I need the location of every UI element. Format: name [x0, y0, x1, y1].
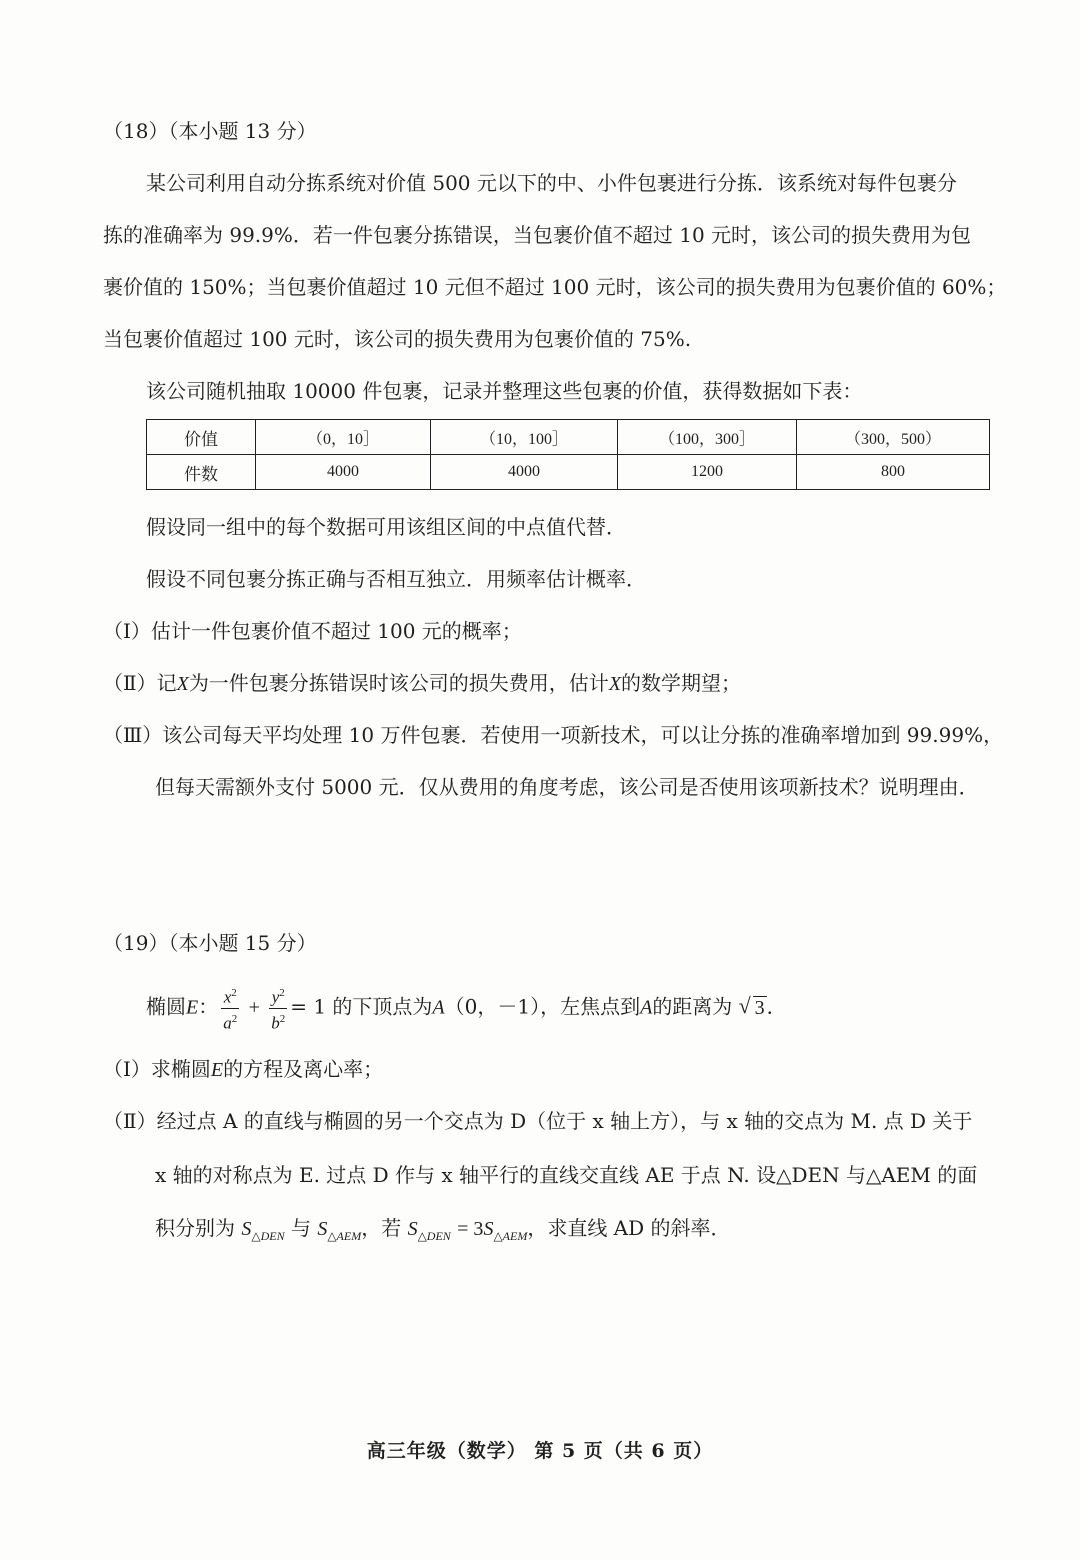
period: ． [766, 994, 787, 1019]
q18-part-3-line-1: （Ⅲ）该公司每天平均处理 10 万件包裹．若使用一项新技术，可以让分拣的准确率增加到 99.99%， [103, 723, 1004, 747]
table-row [147, 420, 990, 455]
q19-intro [146, 983, 787, 1033]
word-and: 与 [290, 1216, 311, 1240]
q18-part-2-c: 的数学期望； [621, 671, 742, 695]
table-row [147, 455, 990, 490]
subscript-den: △DEN [417, 1229, 451, 1243]
q19-part-2-line-3 [155, 1214, 731, 1250]
frac-a: a [223, 1013, 232, 1033]
colon: ： [198, 994, 219, 1019]
q18-part-2-a: （Ⅱ）记 [103, 671, 177, 695]
table-cell: （300，500） [797, 420, 990, 455]
q18-intro-line-4: 当包裹价值超过 100 元时，该公司的损失费用为包裹价值的 75%. [103, 327, 692, 351]
word-if: ，若 [361, 1216, 402, 1240]
q18-part-1: （Ⅰ）估计一件包裹价值不超过 100 元的概率； [103, 619, 522, 643]
q19-part-2-line-1: （Ⅱ）经过点 A 的直线与椭圆的另一个交点为 D（位于 x 轴上方），与 x 轴的交点为 M. 点 D 关于 [103, 1109, 973, 1133]
area-s: S [317, 1218, 328, 1240]
fraction-x2-a2 [221, 983, 239, 1033]
subscript-aem: △AEM [327, 1229, 362, 1243]
q18-assumption-2: 假设不同包裹分拣正确与否相互独立．用频率估计概率． [146, 567, 646, 591]
table-cell: 价值 [147, 420, 256, 455]
sqrt-radicand: 3 [754, 996, 765, 1019]
table-cell: （0，10］ [256, 420, 431, 455]
subscript-aem: △AEM [493, 1229, 528, 1243]
subscript-den: △DEN [251, 1229, 285, 1243]
q19-part-2-l3-a: 积分别为 [155, 1216, 235, 1240]
variable-a: A [640, 996, 653, 1019]
table-cell: （100，300］ [618, 420, 797, 455]
area-s: S [407, 1218, 418, 1240]
equals-3: = 3 [457, 1218, 484, 1240]
q19-part-2-line-2: x 轴的对称点为 E. 过点 D 作与 x 轴平行的直线交直线 AE 于点 N. 设△DEN 与△AEM 的面 [155, 1163, 978, 1187]
q18-intro-line-2: 拣的准确率为 99.9%．若一件包裹分拣错误，当包裹价值不超过 10 元时，该公司的损失费用为包 [103, 223, 972, 247]
frac-b: b [271, 1013, 280, 1033]
q19-dist-text: 的距离为 [652, 994, 733, 1019]
q18-intro-line-3: 裹价值的 150%；当包裹价值超过 10 元但不超过 100 元时，该公司的损失费用为包裹价值的 60%； [103, 275, 1007, 299]
variable-x: X [608, 673, 622, 695]
value-table [146, 419, 990, 490]
q18-intro-line-1: 某公司利用自动分拣系统对价值 500 元以下的中、小件包裹进行分拣．该系统对每件包裹分 [146, 171, 957, 195]
area-s: S [483, 1218, 494, 1240]
q19-part-1-a: （Ⅰ）求椭圆 [103, 1057, 211, 1081]
q19-part-2-l3-end: ，求直线 AD 的斜率． [527, 1216, 731, 1240]
table-cell: （10，100］ [431, 420, 618, 455]
table-cell: 4000 [256, 455, 431, 490]
table-cell: 件数 [147, 455, 256, 490]
q18-part-2 [103, 669, 741, 698]
q19-part-1 [103, 1055, 383, 1084]
exp-2: 2 [279, 1012, 286, 1025]
variable-a: A [432, 996, 445, 1019]
table-cell: 4000 [431, 455, 618, 490]
frac-y: y [271, 987, 280, 1007]
table-cell: 1200 [618, 455, 797, 490]
q19-part-1-b: 的方程及离心率； [223, 1057, 384, 1081]
area-s: S [241, 1218, 252, 1240]
q18-sample-text: 该公司随机抽取 10000 件包裹，记录并整理这些包裹的价值，获得数据如下表： [146, 379, 863, 403]
fraction-y2-b2 [269, 983, 287, 1033]
variable-e: E [186, 996, 199, 1019]
q18-part-2-b: 为一件包裹分拣错误时该公司的损失费用，估计 [188, 671, 609, 695]
table-cell: 800 [797, 455, 990, 490]
q19-point-text: （0，－1），左焦点到 [444, 994, 641, 1019]
page-footer: 高三年级（数学） 第 5 页（共 6 页） [366, 1440, 714, 1462]
exp-2: 2 [231, 1012, 238, 1025]
exp-2: 2 [231, 987, 237, 999]
q19-intro-text: 椭圆 [146, 994, 186, 1019]
q19-eq-text: = 1 的下顶点为 [290, 994, 433, 1019]
variable-x: X [176, 673, 189, 695]
q18-header: （18）（本小题 13 分） [103, 119, 317, 143]
plus-sign: + [248, 996, 260, 1019]
q18-assumption-1: 假设同一组中的每个数据可用该组区间的中点值代替． [146, 515, 626, 539]
q18-part-3-line-2: 但每天需额外支付 5000 元．仅从费用的角度考虑，该公司是否使用该项新技术？说明理由． [155, 775, 979, 799]
exp-2: 2 [279, 987, 285, 999]
frac-x: x [223, 987, 232, 1007]
variable-e: E [210, 1059, 224, 1081]
q19-header: （19）（本小题 15 分） [103, 931, 317, 955]
sqrt-3: √ 3 [738, 992, 765, 1019]
